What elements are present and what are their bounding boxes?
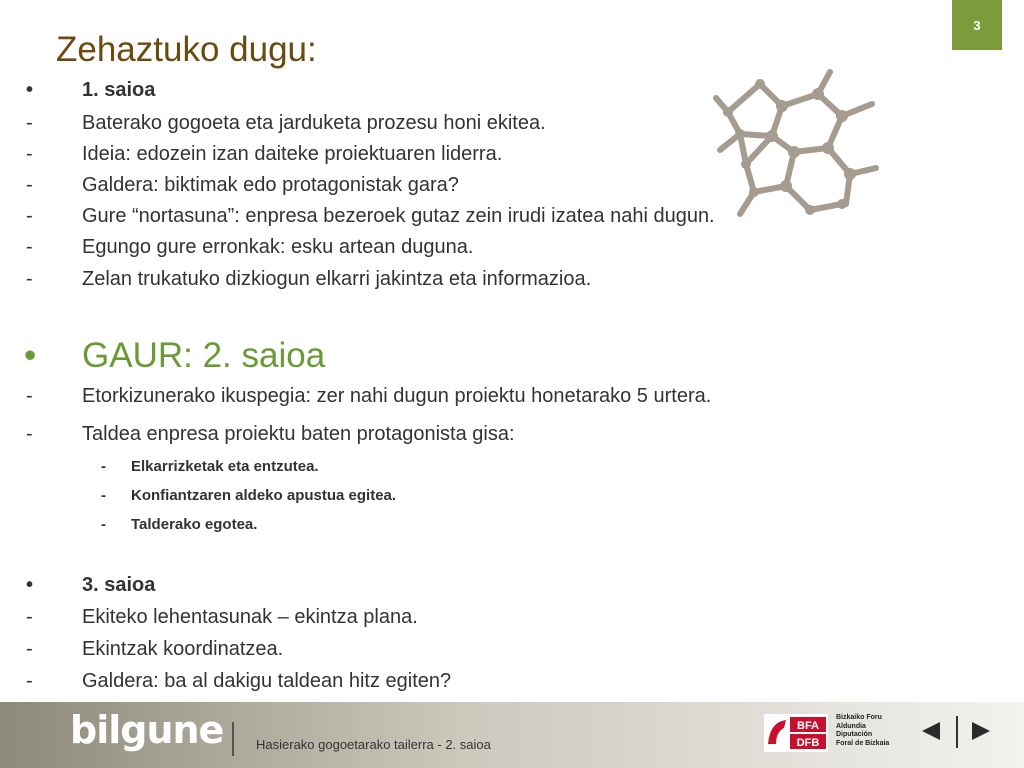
list-item-text: Ekiteko lehentasunak – ekintza plana. [82,606,418,628]
session1-heading: 1. saioa [82,79,156,101]
dfb-label: DFB [796,737,820,749]
sub-list-item-text: Konfiantzaren aldeko apustua egitea. [131,487,397,504]
dash-marker: - [101,516,106,533]
bilgune-logo: bilgune [70,708,224,752]
sub-list-item-text: Elkarrizketak eta entzutea. [131,458,319,475]
list-item-text: Egungo gure erronkak: esku artean duguna. [82,236,474,258]
list-item-text: Gure “nortasuna”: enpresa bezeroek gutaz zein irudi izatea nahi dugun. [82,205,715,227]
bullet-marker: • [26,79,34,101]
session3-heading: 3. saioa [82,574,156,596]
dash-marker: - [101,458,106,475]
dash-marker: - [26,606,33,628]
bullet-marker: • [26,574,34,596]
nav-divider [956,716,958,748]
list-item-text: Galdera: biktimak edo protagonistak gara? [82,174,459,196]
slide-title: Zehaztuko dugu: [56,30,317,69]
triangle-right-icon [972,722,990,740]
dash-marker: - [26,638,33,660]
list-item-text: Ekintzak koordinatzea. [82,638,284,660]
session2-heading: GAUR: 2. saioa [82,336,326,375]
next-slide-button[interactable] [970,720,992,742]
partner-name-line: Aldundia [836,722,866,730]
bfa-dfb-logo [764,714,828,752]
list-item-text: Etorkizunerako ikuspegia: zer nahi dugun proiektu honetarako 5 urtera. [82,385,712,407]
list-item-text: Galdera: ba al dakigu taldean hitz egiten? [82,670,452,692]
dash-marker: - [26,670,33,692]
footer-caption: Hasierako gogoetarako tailerra - 2. saioa [256,737,491,752]
list-item-text: Zelan trukatuko dizkiogun elkarri jakintza eta informazioa. [82,268,592,290]
partner-name [836,714,889,748]
dash-marker: - [26,112,33,134]
dash-marker: - [26,385,33,407]
page-number-badge: 3 [952,0,1002,50]
footer-divider [232,722,234,756]
dash-marker: - [26,423,33,445]
list-item-text: Ideia: edozein izan daiteke proiektuaren liderra. [82,143,503,165]
network-cells-icon [710,64,890,222]
partner-name-line: Diputación [836,731,873,738]
triangle-left-icon [922,722,940,740]
partner-name-line: Bizkaiko Foru [836,714,882,721]
dash-marker: - [26,143,33,165]
dash-marker: - [26,268,33,290]
bfa-label: BFA [797,720,819,732]
dash-marker: - [101,487,106,504]
list-item-text: Baterako gogoeta eta jarduketa prozesu honi ekitea. [82,112,546,134]
bullet-marker: • [24,336,37,375]
partner-name-line: Foral de Bizkaia [836,739,890,747]
dash-marker: - [26,205,33,227]
sub-list-item-text: Talderako egotea. [131,516,258,533]
dash-marker: - [26,236,33,258]
list-item-text: Taldea enpresa proiektu baten protagonista gisa: [82,423,515,445]
previous-slide-button[interactable] [920,720,942,742]
dash-marker: - [26,174,33,196]
